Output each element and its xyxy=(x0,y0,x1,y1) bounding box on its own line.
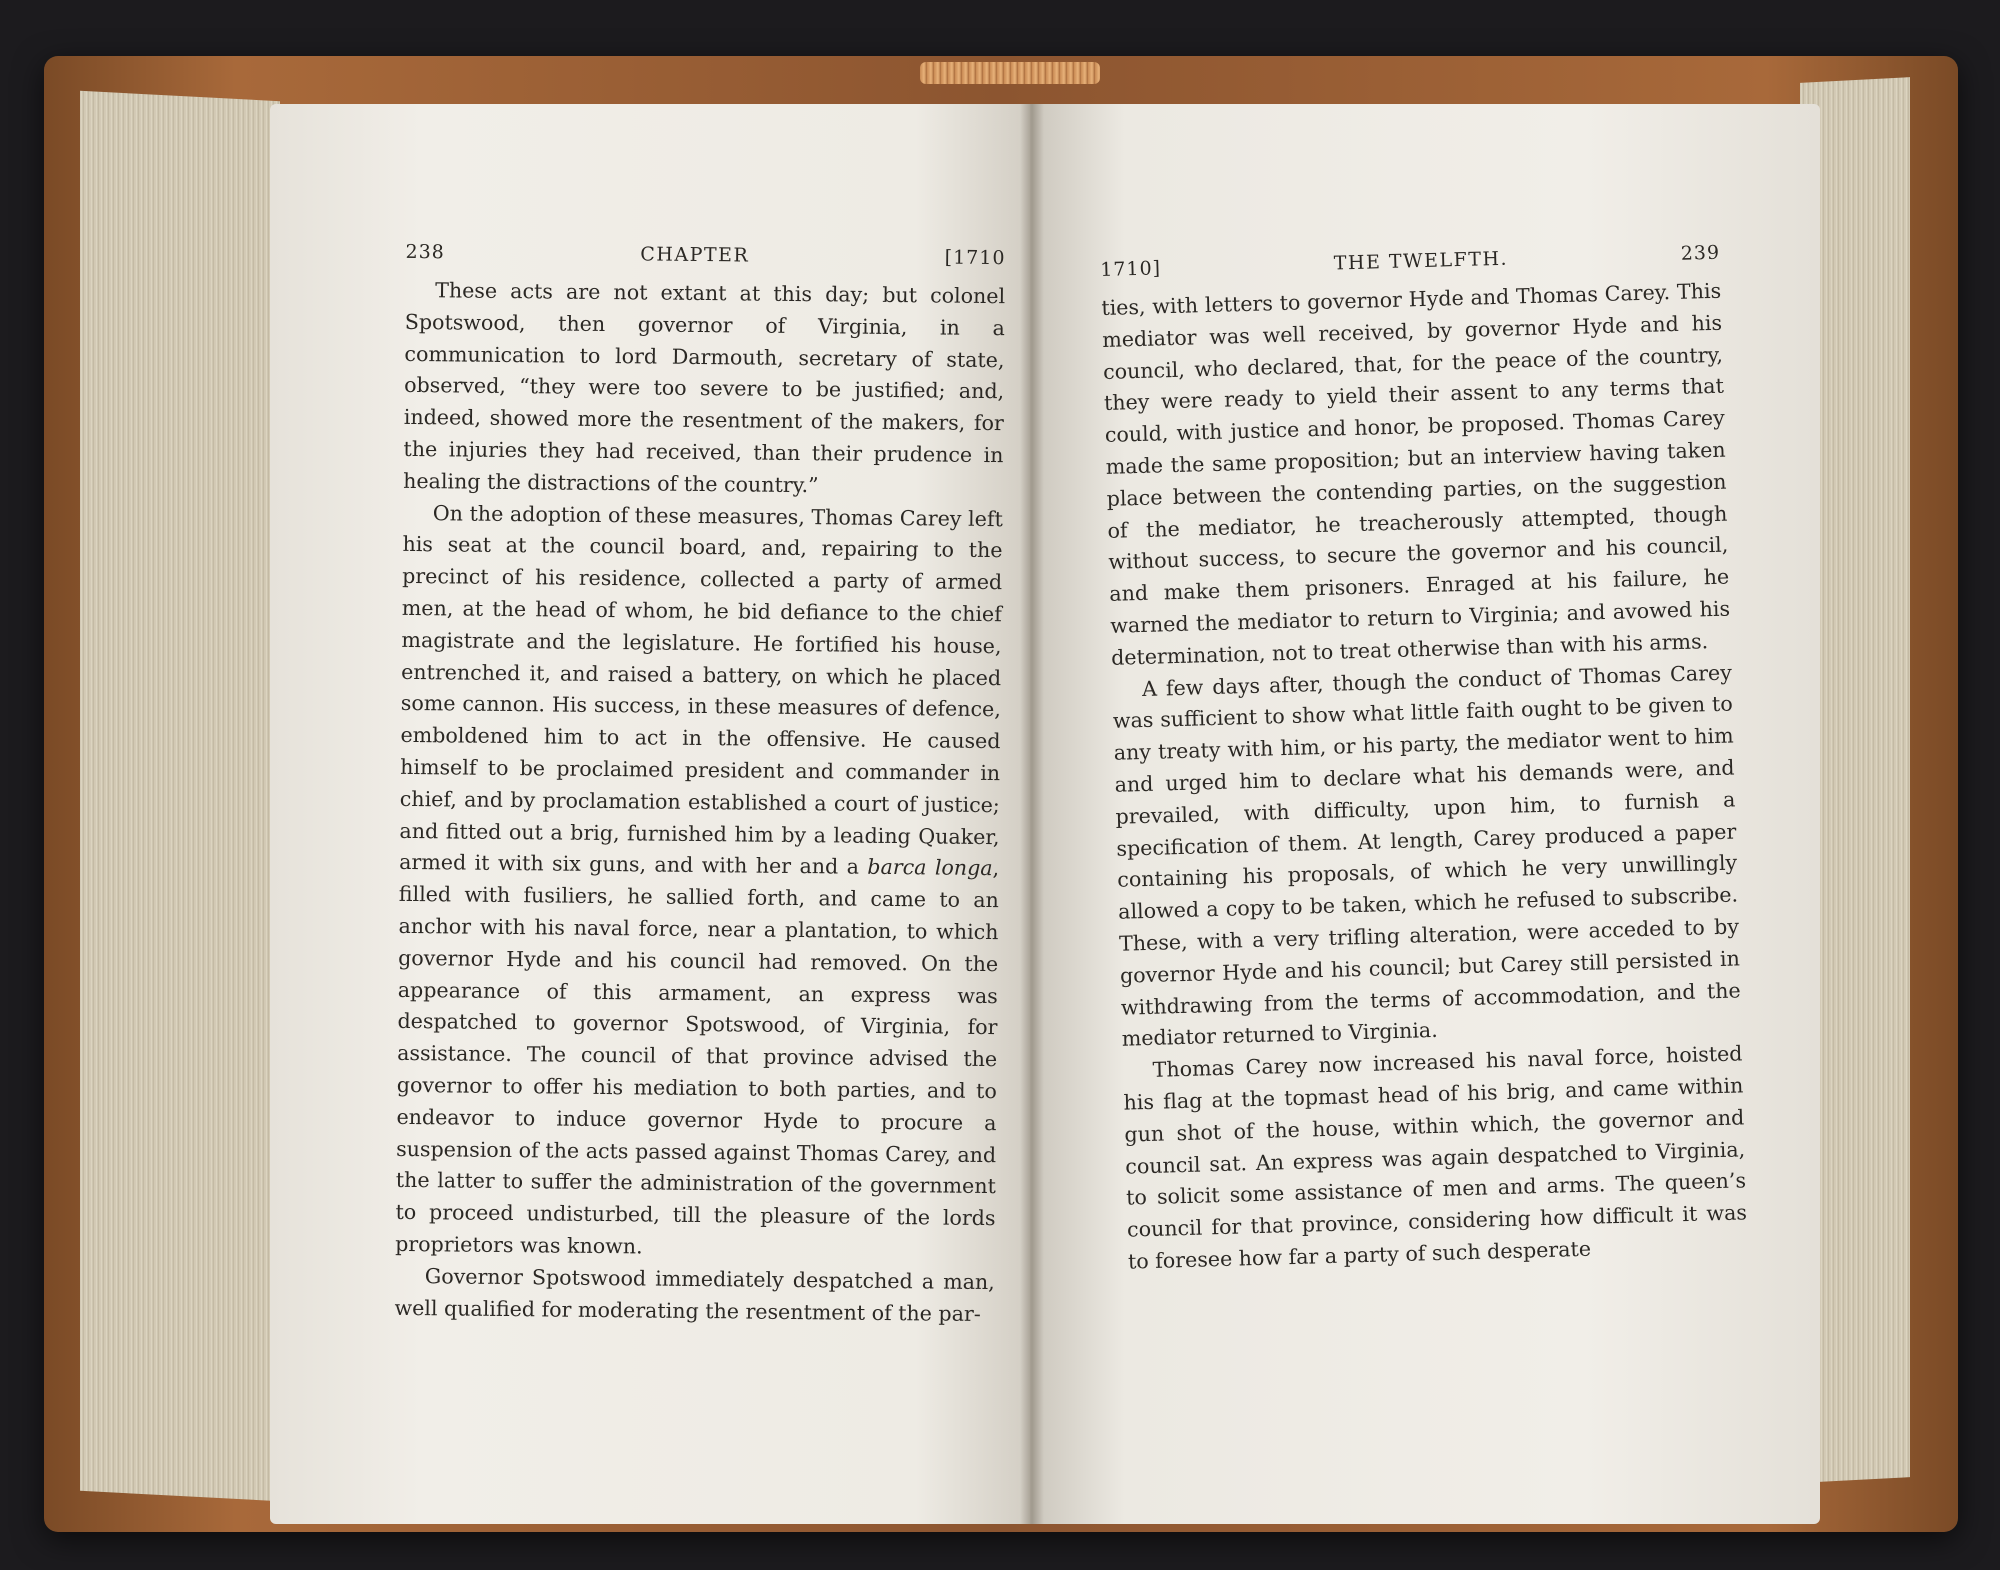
left-running-head xyxy=(405,241,1005,269)
left-paragraph-2-part-b: , filled with fusiliers, he sallied forth, and came to an anchor with his naval force, near a plantation, to which governor Hyde and his council had removed. On the appearance of this armament, an express was despatched to governor Spotswood, of Virginia, for assistance. The council of that province advised the governor to offer his mediation to both parties, and to endeavor to induce governor Hyde to procure a suspension of the acts passed against Thomas Carey, and the latter to suffer the administration of the government to proceed undisturbed, till the pleasure of the lords proprietors was known. xyxy=(395,856,1000,1259)
left-text-block xyxy=(394,241,1005,1331)
page-edges-left xyxy=(80,91,280,1501)
left-paragraph-3: Governor Spotswood immediately despatched a man, well qualified for moderating the resentment of the par- xyxy=(394,1263,995,1326)
right-running-head xyxy=(1100,242,1720,281)
book-gutter xyxy=(1020,104,1044,1524)
left-running-title: CHAPTER xyxy=(640,243,750,267)
book-headband xyxy=(920,62,1100,84)
right-page xyxy=(1030,104,1820,1524)
left-page xyxy=(270,104,1030,1524)
right-paragraph-1: ties, with letters to governor Hyde and Thomas Carey. This mediator was well received, by governor Hyde and his council, who declared, that, for the peace of the country, they were ready to yield their assent to any terms that could, with justice and honor, be proposed. Thomas Carey made the same proposition; but an interview having taken place between the contending parties, on the suggestion of the mediator, he treacherously attempted, though without success, to secure the governor and his council, and make them prisoners. Enraged at his failure, he warned the mediator to return to Virginia; and avowed his determination, not to treat otherwise than with his arms. xyxy=(1101,278,1731,670)
left-paragraph-2-italic: barca longa xyxy=(867,855,993,881)
right-page-number: 239 xyxy=(1680,241,1721,265)
right-running-year: 1710] xyxy=(1100,257,1162,281)
left-running-year: [1710 xyxy=(944,246,1006,270)
left-paragraph-2-part-a: On the adoption of these measures, Thomas Carey left his seat at the council board, and, repairing to the precinct of his residence, collected a party of armed men, at the head of whom, he bid defiance to the chief magistrate and the legislature. He fortified his house, entrenched it, and raised a battery, on which he placed some cannon. His success, in these measures of defence, emboldened him to act in the offensive. He caused himself to be proclaimed president and commander in chief, and by proclamation established a court of justice; and fitted out a brig, furnished him by a leading Quaker, armed it with six guns, and with her and a xyxy=(399,500,1003,880)
right-text-block xyxy=(1100,242,1748,1279)
left-paragraph-1: These acts are not extant at this day; but colonel Spotswood, then governor of Virginia, in a communication to lord Darmouth, secretary of state, observed, “they were too severe to be justified; and, indeed, showed more the resentment of the makers, for the injuries they had received, than their prudence in healing the distractions of the country.” xyxy=(403,278,1006,498)
right-paragraph-3: Thomas Carey now increased his naval force, hoisted his flag at the topmast head of his brig, and came within gun shot of the house, within which, the governor and council sat. An express was again despatched to Virginia, to solicit some assistance of men and arms. The queen’s council for that province, considering how difficult it was to foresee how far a party of such desperate xyxy=(1123,1041,1748,1274)
left-paragraph-2 xyxy=(395,497,1003,1266)
left-page-number: 238 xyxy=(405,240,445,264)
right-running-title: THE TWELFTH. xyxy=(1333,247,1509,275)
right-paragraph-2: A few days after, though the conduct of Thomas Carey was sufficient to show what little faith ought to be given to any treaty with him, or his party, the mediator went to him and urged him to declare what his demands were, and prevailed, with difficulty, upon him, to furnish a specification of them. At length, Carey produced a paper containing his proposals, of which he very unwillingly allowed a copy to be taken, which he refused to subscribe. These, with a very trifling alteration, were acceded to by governor Hyde and his council; but Carey still persisted in withdrawing from the terms of accommodation, and the mediator returned to Virginia. xyxy=(1112,660,1741,1052)
